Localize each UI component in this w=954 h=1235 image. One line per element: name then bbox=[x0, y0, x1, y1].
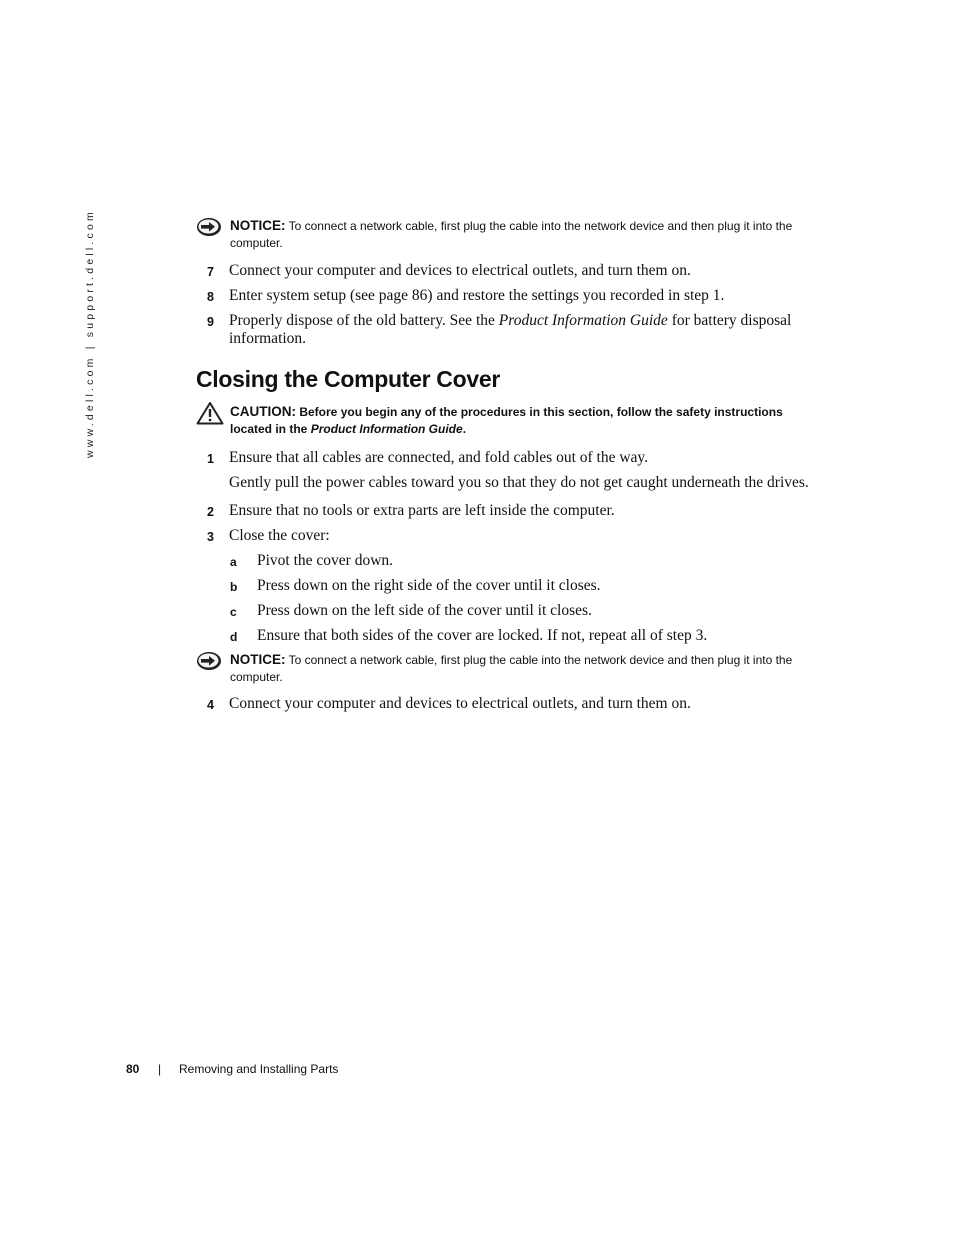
substep-letter: d bbox=[230, 630, 238, 644]
sidebar-url: www.dell.com | support.dell.com bbox=[84, 209, 96, 458]
step-number: 7 bbox=[207, 265, 214, 279]
step-text: Ensure that no tools or extra parts are left inside the computer. bbox=[229, 502, 615, 519]
guide-title: Product Information Guide bbox=[310, 422, 463, 436]
notice-label: NOTICE: bbox=[230, 218, 286, 233]
notice-label: NOTICE: bbox=[230, 652, 286, 667]
step-number: 8 bbox=[207, 290, 214, 304]
caution-triangle-icon bbox=[196, 401, 224, 430]
step-number: 3 bbox=[207, 530, 214, 544]
substep-item bbox=[230, 602, 820, 620]
step-number: 2 bbox=[207, 505, 214, 519]
substep-text: Press down on the left side of the cover until it closes. bbox=[257, 602, 592, 619]
step-note: Gently pull the power cables toward you so that they do not get caught underneath the drives. bbox=[229, 474, 809, 491]
substep-item bbox=[230, 577, 820, 595]
list-item bbox=[207, 695, 822, 713]
notice-box bbox=[196, 217, 816, 252]
caution-text: Before you begin any of the procedures in this section, follow the safety instructions located in the bbox=[230, 405, 783, 436]
notice-arrow-icon bbox=[196, 651, 222, 676]
notice-box bbox=[196, 651, 816, 686]
step-text: Connect your computer and devices to electrical outlets, and turn them on. bbox=[229, 262, 691, 279]
step-text: Ensure that all cables are connected, and fold cables out of the way. bbox=[229, 449, 649, 466]
footer-separator: | bbox=[158, 1062, 162, 1076]
footer-chapter: Removing and Installing Parts bbox=[179, 1062, 339, 1076]
notice-text: To connect a network cable, first plug the cable into the network device and then plug it into the computer. bbox=[230, 653, 793, 684]
substep-letter: a bbox=[230, 555, 237, 569]
list-item bbox=[207, 312, 822, 348]
substep-item bbox=[230, 627, 820, 645]
list-item bbox=[207, 262, 822, 280]
list-item bbox=[207, 502, 822, 520]
substep-letter: c bbox=[230, 605, 237, 619]
step-text: Properly dispose of the old battery. See the Product Information Guide for battery disposal information. bbox=[229, 312, 792, 347]
substep-letter: b bbox=[230, 580, 238, 594]
substep-text: Ensure that both sides of the cover are locked. If not, repeat all of step 3. bbox=[257, 627, 708, 644]
step-text: Enter system setup (see page 86) and restore the settings you recorded in step 1. bbox=[229, 287, 725, 304]
section-title: Closing the Computer Cover bbox=[196, 366, 501, 392]
caution-label: CAUTION: bbox=[230, 404, 296, 419]
step-number: 1 bbox=[207, 452, 214, 466]
step-text: Connect your computer and devices to electrical outlets, and turn them on. bbox=[229, 695, 691, 712]
page-number: 80 bbox=[126, 1062, 140, 1076]
guide-title: Product Information Guide bbox=[498, 312, 668, 329]
notice-arrow-icon bbox=[196, 217, 222, 242]
substep-item bbox=[230, 552, 820, 570]
substep-text: Press down on the right side of the cover until it closes. bbox=[257, 577, 601, 594]
step-number: 4 bbox=[207, 698, 214, 712]
list-item bbox=[207, 449, 822, 492]
step-text: Close the cover: bbox=[229, 527, 330, 544]
caution-box: CAUTION: Before you begin any of the procedures in this section, follow the safety instructions located in the Product Information Guide. bbox=[196, 403, 816, 438]
list-item bbox=[207, 527, 822, 545]
notice-text: To connect a network cable, first plug the cable into the network device and then plug it into the computer. bbox=[230, 219, 793, 250]
list-item bbox=[207, 287, 822, 305]
step-number: 9 bbox=[207, 315, 214, 329]
substep-text: Pivot the cover down. bbox=[257, 552, 394, 569]
